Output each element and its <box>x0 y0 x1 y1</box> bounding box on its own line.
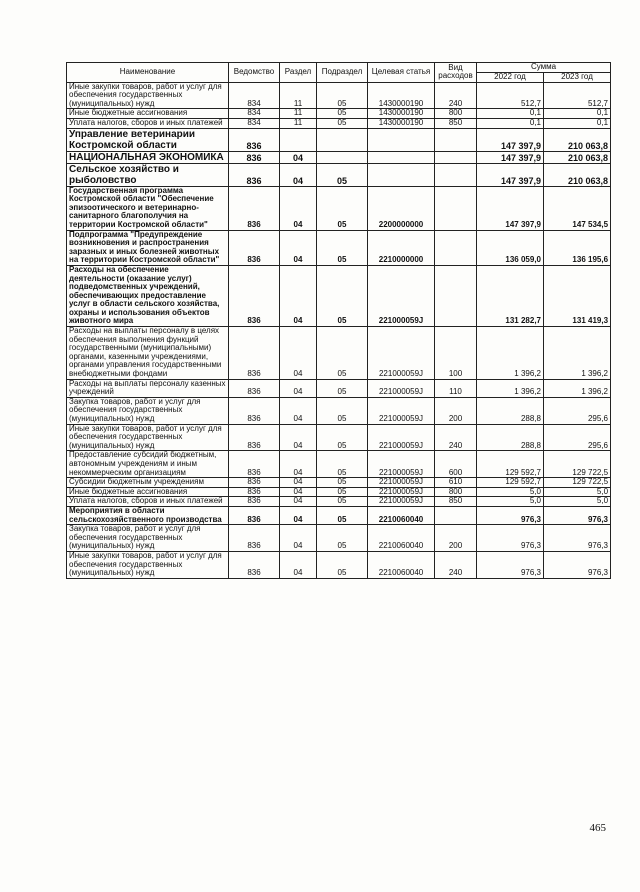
cell-vedomstvo: 834 <box>229 118 280 128</box>
cell-vid <box>435 230 477 265</box>
cell-razdel: 04 <box>280 487 317 497</box>
header-2023: 2023 год <box>544 73 611 83</box>
cell-vedomstvo: 836 <box>229 379 280 397</box>
cell-target: 1430000190 <box>368 82 435 109</box>
table-row <box>67 265 611 326</box>
cell-vid <box>435 151 477 163</box>
cell-razdel: 04 <box>280 230 317 265</box>
cell-sum-2022: 512,7 <box>477 82 544 109</box>
cell-vedomstvo: 836 <box>229 186 280 230</box>
table-row <box>67 186 611 230</box>
cell-podrazdel <box>317 151 368 163</box>
cell-target: 221000059J <box>368 397 435 424</box>
cell-podrazdel <box>317 128 368 151</box>
cell-podrazdel: 05 <box>317 118 368 128</box>
cell-razdel: 04 <box>280 451 317 478</box>
cell-sum-2022: 5,0 <box>477 497 544 507</box>
cell-name: Закупка товаров, работ и услуг для обеспечения государственных (муниципальных) нужд <box>67 525 229 552</box>
cell-podrazdel: 05 <box>317 265 368 326</box>
cell-sum-2023: 0,1 <box>544 118 611 128</box>
table-row <box>67 478 611 488</box>
cell-podrazdel: 05 <box>317 551 368 578</box>
cell-razdel: 04 <box>280 397 317 424</box>
cell-vid <box>435 186 477 230</box>
cell-vedomstvo: 836 <box>229 525 280 552</box>
cell-vid: 600 <box>435 451 477 478</box>
table-row <box>67 506 611 524</box>
cell-name: Расходы на выплаты персоналу казенных учреждений <box>67 379 229 397</box>
cell-sum-2023: 210 063,8 <box>544 151 611 163</box>
cell-target: 221000059J <box>368 424 435 451</box>
cell-name: Мероприятия в области сельскохозяйственного производства <box>67 506 229 524</box>
cell-sum-2023: 129 722,5 <box>544 451 611 478</box>
cell-sum-2023: 129 722,5 <box>544 478 611 488</box>
cell-podrazdel: 05 <box>317 230 368 265</box>
cell-sum-2023: 136 195,6 <box>544 230 611 265</box>
cell-sum-2023: 1 396,2 <box>544 379 611 397</box>
cell-sum-2023: 976,3 <box>544 551 611 578</box>
cell-sum-2023: 5,0 <box>544 487 611 497</box>
cell-name: Предоставление субсидий бюджетным, автономным учреждениям и иным некоммерческим организациям <box>67 451 229 478</box>
cell-vid: 800 <box>435 109 477 119</box>
cell-razdel: 04 <box>280 506 317 524</box>
table-row <box>67 118 611 128</box>
cell-target: 221000059J <box>368 379 435 397</box>
cell-sum-2023: 295,6 <box>544 424 611 451</box>
cell-podrazdel: 05 <box>317 497 368 507</box>
table-row <box>67 82 611 109</box>
table-row <box>67 525 611 552</box>
cell-podrazdel: 05 <box>317 397 368 424</box>
cell-sum-2023: 210 063,8 <box>544 128 611 151</box>
cell-vid <box>435 506 477 524</box>
cell-sum-2022: 147 397,9 <box>477 151 544 163</box>
cell-razdel: 11 <box>280 109 317 119</box>
cell-podrazdel: 05 <box>317 424 368 451</box>
cell-name: Управление ветеринарии Костромской области <box>67 128 229 151</box>
cell-vedomstvo: 836 <box>229 497 280 507</box>
cell-vid: 200 <box>435 525 477 552</box>
cell-target: 221000059J <box>368 487 435 497</box>
cell-name: Иные закупки товаров, работ и услуг для обеспечения государственных (муниципальных) нужд <box>67 424 229 451</box>
cell-vedomstvo: 836 <box>229 230 280 265</box>
cell-name: Расходы на обеспечение деятельности (оказание услуг) подведомственных учреждений, обеспечивающих предоставление услуг в области сельского хозяйства, охраны и использования объектов животного мира <box>67 265 229 326</box>
cell-sum-2022: 0,1 <box>477 109 544 119</box>
cell-podrazdel: 05 <box>317 82 368 109</box>
cell-podrazdel: 05 <box>317 163 368 186</box>
table-row <box>67 487 611 497</box>
header-vid: Вид расходов <box>435 63 477 83</box>
cell-vid: 850 <box>435 497 477 507</box>
cell-target: 2210060040 <box>368 525 435 552</box>
cell-target: 221000059J <box>368 327 435 380</box>
cell-razdel: 11 <box>280 82 317 109</box>
cell-sum-2023: 295,6 <box>544 397 611 424</box>
cell-sum-2022: 136 059,0 <box>477 230 544 265</box>
cell-vedomstvo: 836 <box>229 163 280 186</box>
cell-name: Закупка товаров, работ и услуг для обеспечения государственных (муниципальных) нужд <box>67 397 229 424</box>
cell-vedomstvo: 836 <box>229 551 280 578</box>
cell-razdel: 04 <box>280 551 317 578</box>
cell-sum-2022: 147 397,9 <box>477 163 544 186</box>
cell-razdel: 11 <box>280 118 317 128</box>
header-target: Целевая статья <box>368 63 435 83</box>
cell-podrazdel: 05 <box>317 379 368 397</box>
cell-vid: 200 <box>435 397 477 424</box>
cell-name: Государственная программа Костромской области "Обеспечение эпизоотического и ветеринарно-санитарного благополучия на территории Костромской области" <box>67 186 229 230</box>
header-razdel: Раздел <box>280 63 317 83</box>
table-row <box>67 424 611 451</box>
cell-target: 221000059J <box>368 451 435 478</box>
header-summa: Сумма <box>477 63 611 73</box>
cell-vedomstvo: 836 <box>229 397 280 424</box>
cell-sum-2022: 5,0 <box>477 487 544 497</box>
cell-razdel: 04 <box>280 379 317 397</box>
cell-vid <box>435 163 477 186</box>
cell-name: Уплата налогов, сборов и иных платежей <box>67 497 229 507</box>
table-row <box>67 327 611 380</box>
cell-vedomstvo: 836 <box>229 128 280 151</box>
cell-sum-2023: 5,0 <box>544 497 611 507</box>
cell-podrazdel: 05 <box>317 109 368 119</box>
table-row <box>67 128 611 151</box>
cell-vid: 610 <box>435 478 477 488</box>
cell-razdel: 04 <box>280 525 317 552</box>
table-row <box>67 163 611 186</box>
cell-target: 2210060040 <box>368 551 435 578</box>
cell-sum-2022: 976,3 <box>477 551 544 578</box>
table-row <box>67 451 611 478</box>
cell-vid <box>435 128 477 151</box>
cell-podrazdel: 05 <box>317 487 368 497</box>
cell-vedomstvo: 834 <box>229 82 280 109</box>
cell-sum-2023: 131 419,3 <box>544 265 611 326</box>
cell-sum-2022: 147 397,9 <box>477 186 544 230</box>
cell-target: 221000059J <box>368 265 435 326</box>
cell-sum-2022: 129 592,7 <box>477 451 544 478</box>
cell-razdel: 04 <box>280 163 317 186</box>
cell-target <box>368 151 435 163</box>
cell-target: 1430000190 <box>368 109 435 119</box>
cell-podrazdel: 05 <box>317 451 368 478</box>
cell-vid: 800 <box>435 487 477 497</box>
cell-vedomstvo: 834 <box>229 109 280 119</box>
cell-name: Расходы на выплаты персоналу в целях обеспечения выполнения функций государственными (муниципальными) органами, казенными учреждениями, органами управления государственными внебюджетными фондами <box>67 327 229 380</box>
cell-razdel: 04 <box>280 424 317 451</box>
cell-sum-2022: 129 592,7 <box>477 478 544 488</box>
cell-podrazdel: 05 <box>317 186 368 230</box>
cell-razdel: 04 <box>280 186 317 230</box>
cell-podrazdel: 05 <box>317 525 368 552</box>
cell-sum-2022: 131 282,7 <box>477 265 544 326</box>
cell-vid: 100 <box>435 327 477 380</box>
cell-vedomstvo: 836 <box>229 151 280 163</box>
cell-razdel <box>280 128 317 151</box>
cell-vedomstvo: 836 <box>229 478 280 488</box>
cell-name: НАЦИОНАЛЬНАЯ ЭКОНОМИКА <box>67 151 229 163</box>
cell-sum-2022: 976,3 <box>477 525 544 552</box>
cell-target <box>368 163 435 186</box>
cell-razdel: 04 <box>280 478 317 488</box>
cell-vedomstvo: 836 <box>229 487 280 497</box>
header-vedomstvo: Ведомство <box>229 63 280 83</box>
cell-podrazdel: 05 <box>317 327 368 380</box>
cell-podrazdel: 05 <box>317 478 368 488</box>
cell-vedomstvo: 836 <box>229 424 280 451</box>
header-name: Наименование <box>67 63 229 83</box>
cell-vid: 850 <box>435 118 477 128</box>
cell-name: Иные бюджетные ассигнования <box>67 109 229 119</box>
cell-target: 2200000000 <box>368 186 435 230</box>
cell-sum-2023: 976,3 <box>544 525 611 552</box>
cell-sum-2022: 1 396,2 <box>477 327 544 380</box>
table-row <box>67 397 611 424</box>
cell-vid: 110 <box>435 379 477 397</box>
cell-vid: 240 <box>435 424 477 451</box>
cell-razdel: 04 <box>280 497 317 507</box>
cell-razdel: 04 <box>280 327 317 380</box>
cell-vedomstvo: 836 <box>229 451 280 478</box>
cell-razdel: 04 <box>280 265 317 326</box>
cell-name: Иные бюджетные ассигнования <box>67 487 229 497</box>
cell-sum-2022: 288,8 <box>477 397 544 424</box>
table-row <box>67 151 611 163</box>
table-row <box>67 551 611 578</box>
header-podrazdel: Подраздел <box>317 63 368 83</box>
table-row <box>67 230 611 265</box>
cell-sum-2023: 210 063,8 <box>544 163 611 186</box>
table-row <box>67 379 611 397</box>
cell-vedomstvo: 836 <box>229 327 280 380</box>
page-number: 465 <box>589 822 606 834</box>
table-row <box>67 497 611 507</box>
cell-vedomstvo: 836 <box>229 506 280 524</box>
cell-vid: 240 <box>435 82 477 109</box>
cell-name: Уплата налогов, сборов и иных платежей <box>67 118 229 128</box>
budget-table <box>66 62 611 579</box>
cell-vid <box>435 265 477 326</box>
cell-razdel: 04 <box>280 151 317 163</box>
cell-target: 221000059J <box>368 497 435 507</box>
cell-name: Сельское хозяйство и рыболовство <box>67 163 229 186</box>
table-body <box>67 82 611 578</box>
cell-target: 1430000190 <box>368 118 435 128</box>
cell-target <box>368 128 435 151</box>
cell-sum-2022: 976,3 <box>477 506 544 524</box>
cell-name: Субсидии бюджетным учреждениям <box>67 478 229 488</box>
cell-sum-2023: 976,3 <box>544 506 611 524</box>
cell-vid: 240 <box>435 551 477 578</box>
cell-target: 221000059J <box>368 478 435 488</box>
cell-sum-2023: 512,7 <box>544 82 611 109</box>
cell-vedomstvo: 836 <box>229 265 280 326</box>
cell-sum-2022: 0,1 <box>477 118 544 128</box>
table-row <box>67 109 611 119</box>
cell-name: Подпрограмма "Предупреждение возникновения и распространения заразных и иных болезней животных на территории Костромской области" <box>67 230 229 265</box>
header-2022: 2022 год <box>477 73 544 83</box>
cell-sum-2022: 1 396,2 <box>477 379 544 397</box>
cell-sum-2022: 147 397,9 <box>477 128 544 151</box>
cell-sum-2022: 288,8 <box>477 424 544 451</box>
cell-name: Иные закупки товаров, работ и услуг для обеспечения государственных (муниципальных) нужд <box>67 551 229 578</box>
cell-sum-2023: 147 534,5 <box>544 186 611 230</box>
cell-target: 2210000000 <box>368 230 435 265</box>
budget-table-container <box>66 62 610 579</box>
cell-name: Иные закупки товаров, работ и услуг для обеспечения государственных (муниципальных) нужд <box>67 82 229 109</box>
cell-sum-2023: 1 396,2 <box>544 327 611 380</box>
cell-target: 2210060040 <box>368 506 435 524</box>
cell-sum-2023: 0,1 <box>544 109 611 119</box>
cell-podrazdel: 05 <box>317 506 368 524</box>
